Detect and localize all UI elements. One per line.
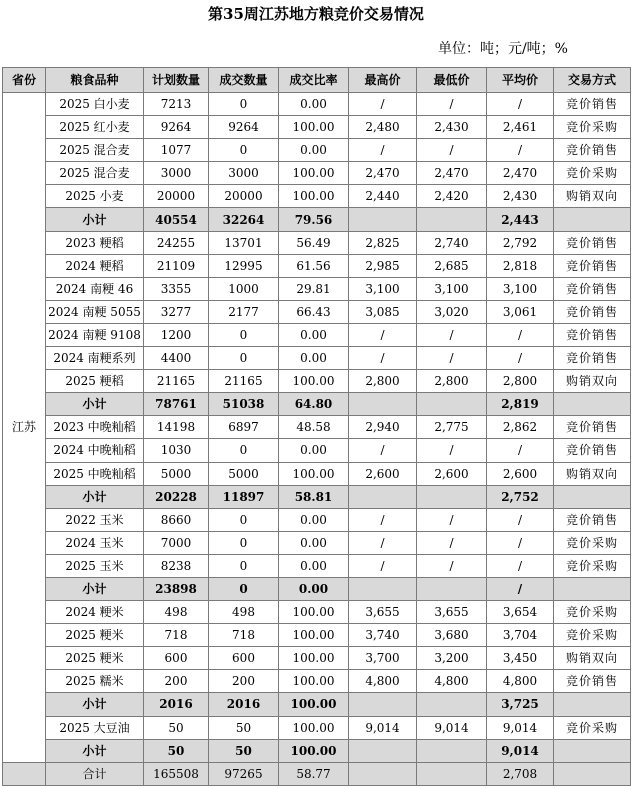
table-row bbox=[3, 93, 631, 116]
cell-trade-mode: 购销双向 bbox=[554, 462, 631, 485]
cell-grain-variety: 2024 南粳 46 bbox=[46, 277, 144, 300]
cell-trade-mode: 竞价销售 bbox=[554, 254, 631, 277]
cell-traded-qty: 2177 bbox=[209, 300, 279, 323]
cell-max-price: / bbox=[349, 347, 417, 370]
cell-trade-mode: 竞价销售 bbox=[554, 416, 631, 439]
cell-avg-price: 9,014 bbox=[487, 716, 554, 739]
cell-planned-qty: 8238 bbox=[144, 554, 209, 577]
cell-trade-mode: 竞价采购 bbox=[554, 554, 631, 577]
cell-trade-mode: 竞价销售 bbox=[554, 93, 631, 116]
cell-avg-price: 2,600 bbox=[487, 462, 554, 485]
cell-trade-ratio: 100.00 bbox=[279, 647, 349, 670]
cell-grain-variety: 小计 bbox=[46, 208, 144, 231]
grand-total-row bbox=[3, 762, 631, 785]
cell-max-price: 2,470 bbox=[349, 162, 417, 185]
cell-max-price: 4,800 bbox=[349, 670, 417, 693]
cell-planned-qty: 4400 bbox=[144, 347, 209, 370]
cell-traded-qty: 5000 bbox=[209, 462, 279, 485]
cell-traded-qty: 97265 bbox=[209, 762, 279, 785]
col-header-traded-qty: 成交数量 bbox=[209, 68, 279, 93]
cell-max-price: 2,940 bbox=[349, 416, 417, 439]
subtotal-row bbox=[3, 485, 631, 508]
cell-trade-mode: 竞价销售 bbox=[554, 323, 631, 346]
cell-trade-mode bbox=[554, 208, 631, 231]
cell-planned-qty: 165508 bbox=[144, 762, 209, 785]
cell-trade-ratio: 100.00 bbox=[279, 693, 349, 716]
cell-min-price: 3,100 bbox=[417, 277, 487, 300]
cell-traded-qty: 0 bbox=[209, 323, 279, 346]
cell-min-price: / bbox=[417, 508, 487, 531]
cell-grain-variety: 2025 糯米 bbox=[46, 670, 144, 693]
cell-avg-price: / bbox=[487, 347, 554, 370]
cell-trade-ratio: 0.00 bbox=[279, 93, 349, 116]
cell-trade-mode: 竞价销售 bbox=[554, 139, 631, 162]
cell-planned-qty: 20228 bbox=[144, 485, 209, 508]
cell-avg-price: 3,654 bbox=[487, 601, 554, 624]
cell-trade-ratio: 100.00 bbox=[279, 162, 349, 185]
cell-planned-qty: 50 bbox=[144, 739, 209, 762]
cell-min-price: 2,685 bbox=[417, 254, 487, 277]
cell-max-price: 3,100 bbox=[349, 277, 417, 300]
table-row bbox=[3, 647, 631, 670]
cell-trade-mode: 购销双向 bbox=[554, 185, 631, 208]
cell-traded-qty: 0 bbox=[209, 93, 279, 116]
cell-trade-mode bbox=[554, 393, 631, 416]
cell-min-price: 2,775 bbox=[417, 416, 487, 439]
cell-avg-price: / bbox=[487, 554, 554, 577]
col-header-avg-price: 平均价 bbox=[487, 68, 554, 93]
table-row bbox=[3, 231, 631, 254]
cell-avg-price: 2,708 bbox=[487, 762, 554, 785]
cell-traded-qty: 9264 bbox=[209, 116, 279, 139]
cell-min-price bbox=[417, 762, 487, 785]
cell-trade-ratio: 100.00 bbox=[279, 185, 349, 208]
cell-avg-price: 9,014 bbox=[487, 739, 554, 762]
cell-avg-price: 3,725 bbox=[487, 693, 554, 716]
province-cell: 江苏 bbox=[3, 93, 46, 763]
cell-traded-qty: 32264 bbox=[209, 208, 279, 231]
cell-planned-qty: 8660 bbox=[144, 508, 209, 531]
cell-avg-price: 2,800 bbox=[487, 370, 554, 393]
cell-grain-variety: 2025 混合麦 bbox=[46, 139, 144, 162]
cell-trade-mode bbox=[554, 693, 631, 716]
table-row bbox=[3, 370, 631, 393]
cell-min-price: 2,740 bbox=[417, 231, 487, 254]
cell-traded-qty: 3000 bbox=[209, 162, 279, 185]
cell-planned-qty: 7213 bbox=[144, 93, 209, 116]
cell-trade-ratio: 100.00 bbox=[279, 370, 349, 393]
cell-trade-mode: 竞价采购 bbox=[554, 601, 631, 624]
cell-min-price: 3,200 bbox=[417, 647, 487, 670]
cell-grain-variety: 2025 红小麦 bbox=[46, 116, 144, 139]
cell-avg-price: 2,461 bbox=[487, 116, 554, 139]
cell-min-price: / bbox=[417, 93, 487, 116]
cell-trade-ratio: 0.00 bbox=[279, 508, 349, 531]
cell-max-price bbox=[349, 762, 417, 785]
cell-max-price bbox=[349, 208, 417, 231]
cell-traded-qty: 51038 bbox=[209, 393, 279, 416]
cell-planned-qty: 23898 bbox=[144, 577, 209, 600]
cell-min-price: / bbox=[417, 531, 487, 554]
cell-trade-mode: 竞价销售 bbox=[554, 300, 631, 323]
cell-grain-variety: 小计 bbox=[46, 485, 144, 508]
subtotal-row bbox=[3, 693, 631, 716]
cell-grain-variety: 2025 玉米 bbox=[46, 554, 144, 577]
cell-avg-price: / bbox=[487, 93, 554, 116]
cell-max-price: / bbox=[349, 439, 417, 462]
table-row bbox=[3, 531, 631, 554]
cell-planned-qty: 1030 bbox=[144, 439, 209, 462]
cell-planned-qty: 200 bbox=[144, 670, 209, 693]
cell-planned-qty: 14198 bbox=[144, 416, 209, 439]
cell-min-price: 2,430 bbox=[417, 116, 487, 139]
cell-trade-mode: 竞价采购 bbox=[554, 116, 631, 139]
cell-avg-price: 2,443 bbox=[487, 208, 554, 231]
cell-min-price: 2,600 bbox=[417, 462, 487, 485]
table-row bbox=[3, 347, 631, 370]
cell-grain-variety: 2025 粳米 bbox=[46, 647, 144, 670]
subtotal-row bbox=[3, 208, 631, 231]
cell-grain-variety: 2025 白小麦 bbox=[46, 93, 144, 116]
cell-planned-qty: 78761 bbox=[144, 393, 209, 416]
cell-trade-mode: 竞价采购 bbox=[554, 716, 631, 739]
cell-traded-qty: 0 bbox=[209, 554, 279, 577]
table-row bbox=[3, 185, 631, 208]
table-row bbox=[3, 254, 631, 277]
cell-max-price: 2,480 bbox=[349, 116, 417, 139]
cell-trade-ratio: 100.00 bbox=[279, 716, 349, 739]
cell-trade-ratio: 61.56 bbox=[279, 254, 349, 277]
cell-avg-price: 2,818 bbox=[487, 254, 554, 277]
cell-planned-qty: 3277 bbox=[144, 300, 209, 323]
cell-min-price: 3,655 bbox=[417, 601, 487, 624]
cell-avg-price: 2,430 bbox=[487, 185, 554, 208]
col-header-min-price: 最低价 bbox=[417, 68, 487, 93]
cell-traded-qty: 0 bbox=[209, 577, 279, 600]
table-row bbox=[3, 139, 631, 162]
cell-traded-qty: 200 bbox=[209, 670, 279, 693]
cell-max-price: 2,825 bbox=[349, 231, 417, 254]
cell-avg-price: 3,061 bbox=[487, 300, 554, 323]
cell-trade-ratio: 79.56 bbox=[279, 208, 349, 231]
cell-min-price: 4,800 bbox=[417, 670, 487, 693]
cell-grain-variety: 2024 南粳 5055 bbox=[46, 300, 144, 323]
cell-traded-qty: 12995 bbox=[209, 254, 279, 277]
cell-trade-ratio: 64.80 bbox=[279, 393, 349, 416]
cell-trade-ratio: 66.43 bbox=[279, 300, 349, 323]
cell-traded-qty: 20000 bbox=[209, 185, 279, 208]
table-row bbox=[3, 300, 631, 323]
cell-grain-variety: 2025 中晚籼稻 bbox=[46, 462, 144, 485]
col-header-max-price: 最高价 bbox=[349, 68, 417, 93]
cell-trade-ratio: 0.00 bbox=[279, 323, 349, 346]
cell-grain-variety: 2024 粳稻 bbox=[46, 254, 144, 277]
cell-min-price: 2,470 bbox=[417, 162, 487, 185]
cell-traded-qty: 0 bbox=[209, 508, 279, 531]
cell-grain-variety: 2025 小麦 bbox=[46, 185, 144, 208]
cell-grain-variety: 2024 粳米 bbox=[46, 601, 144, 624]
cell-min-price: 9,014 bbox=[417, 716, 487, 739]
cell-trade-mode: 竞价采购 bbox=[554, 531, 631, 554]
cell-trade-mode: 竞价销售 bbox=[554, 508, 631, 531]
cell-max-price: 2,985 bbox=[349, 254, 417, 277]
cell-trade-ratio: 0.00 bbox=[279, 347, 349, 370]
table-header-row bbox=[3, 68, 631, 93]
cell-planned-qty: 718 bbox=[144, 624, 209, 647]
cell-grain-variety: 2023 中晚籼稻 bbox=[46, 416, 144, 439]
cell-max-price: 9,014 bbox=[349, 716, 417, 739]
table-row bbox=[3, 116, 631, 139]
cell-traded-qty: 21165 bbox=[209, 370, 279, 393]
table-row bbox=[3, 323, 631, 346]
cell-min-price: 3,680 bbox=[417, 624, 487, 647]
cell-grain-variety: 合计 bbox=[46, 762, 144, 785]
cell-avg-price: 2,792 bbox=[487, 231, 554, 254]
cell-min-price: / bbox=[417, 347, 487, 370]
cell-trade-mode: 竞价销售 bbox=[554, 231, 631, 254]
cell-planned-qty: 21165 bbox=[144, 370, 209, 393]
cell-planned-qty: 3000 bbox=[144, 162, 209, 185]
cell-min-price bbox=[417, 577, 487, 600]
cell-grain-variety: 小计 bbox=[46, 739, 144, 762]
cell-min-price: / bbox=[417, 439, 487, 462]
cell-trade-mode: 竞价销售 bbox=[554, 277, 631, 300]
cell-traded-qty: 0 bbox=[209, 531, 279, 554]
cell-trade-ratio: 0.00 bbox=[279, 577, 349, 600]
cell-trade-mode: 竞价销售 bbox=[554, 670, 631, 693]
table-row bbox=[3, 508, 631, 531]
grain-auction-table bbox=[2, 67, 631, 786]
cell-min-price: 3,020 bbox=[417, 300, 487, 323]
subtotal-row bbox=[3, 739, 631, 762]
cell-trade-ratio: 29.81 bbox=[279, 277, 349, 300]
cell-trade-ratio: 58.77 bbox=[279, 762, 349, 785]
cell-grain-variety: 2024 中晚籼稻 bbox=[46, 439, 144, 462]
cell-avg-price: 3,704 bbox=[487, 624, 554, 647]
cell-traded-qty: 2016 bbox=[209, 693, 279, 716]
cell-avg-price: 2,862 bbox=[487, 416, 554, 439]
cell-avg-price: 4,800 bbox=[487, 670, 554, 693]
subtotal-row bbox=[3, 577, 631, 600]
cell-max-price: / bbox=[349, 139, 417, 162]
cell-trade-mode: 竞价销售 bbox=[554, 347, 631, 370]
cell-avg-price: / bbox=[487, 531, 554, 554]
cell-max-price: / bbox=[349, 508, 417, 531]
cell-trade-ratio: 56.49 bbox=[279, 231, 349, 254]
cell-planned-qty: 9264 bbox=[144, 116, 209, 139]
cell-grain-variety: 2024 南粳 9108 bbox=[46, 323, 144, 346]
province-cell-empty bbox=[3, 762, 46, 785]
table-row bbox=[3, 162, 631, 185]
cell-min-price: / bbox=[417, 323, 487, 346]
subtotal-row bbox=[3, 393, 631, 416]
cell-avg-price: / bbox=[487, 577, 554, 600]
cell-trade-mode bbox=[554, 577, 631, 600]
cell-grain-variety: 2024 南粳系列 bbox=[46, 347, 144, 370]
cell-trade-ratio: 0.00 bbox=[279, 554, 349, 577]
cell-grain-variety: 2025 大豆油 bbox=[46, 716, 144, 739]
cell-min-price bbox=[417, 393, 487, 416]
cell-max-price bbox=[349, 485, 417, 508]
table-row bbox=[3, 462, 631, 485]
cell-grain-variety: 2025 粳稻 bbox=[46, 370, 144, 393]
table-row bbox=[3, 624, 631, 647]
col-header-province: 省份 bbox=[3, 68, 46, 93]
cell-max-price: 2,440 bbox=[349, 185, 417, 208]
cell-trade-mode: 购销双向 bbox=[554, 647, 631, 670]
cell-max-price: 3,700 bbox=[349, 647, 417, 670]
cell-trade-ratio: 100.00 bbox=[279, 601, 349, 624]
cell-grain-variety: 2022 玉米 bbox=[46, 508, 144, 531]
cell-trade-ratio: 58.81 bbox=[279, 485, 349, 508]
cell-grain-variety: 2023 粳稻 bbox=[46, 231, 144, 254]
cell-avg-price: / bbox=[487, 323, 554, 346]
cell-avg-price: 3,450 bbox=[487, 647, 554, 670]
cell-planned-qty: 600 bbox=[144, 647, 209, 670]
cell-avg-price: / bbox=[487, 508, 554, 531]
cell-trade-ratio: 100.00 bbox=[279, 462, 349, 485]
cell-traded-qty: 0 bbox=[209, 139, 279, 162]
cell-grain-variety: 小计 bbox=[46, 393, 144, 416]
cell-trade-ratio: 100.00 bbox=[279, 670, 349, 693]
cell-grain-variety: 2025 粳米 bbox=[46, 624, 144, 647]
cell-max-price: 3,655 bbox=[349, 601, 417, 624]
cell-max-price bbox=[349, 739, 417, 762]
cell-avg-price: 2,470 bbox=[487, 162, 554, 185]
cell-traded-qty: 13701 bbox=[209, 231, 279, 254]
cell-traded-qty: 718 bbox=[209, 624, 279, 647]
cell-max-price: / bbox=[349, 531, 417, 554]
cell-planned-qty: 20000 bbox=[144, 185, 209, 208]
cell-max-price: 3,740 bbox=[349, 624, 417, 647]
cell-min-price bbox=[417, 208, 487, 231]
cell-planned-qty: 40554 bbox=[144, 208, 209, 231]
col-header-trade-mode: 交易方式 bbox=[554, 68, 631, 93]
cell-trade-mode bbox=[554, 485, 631, 508]
report-title: 第35周江苏地方粮竞价交易情况 bbox=[208, 5, 424, 23]
col-header-trade-ratio: 成交比率 bbox=[279, 68, 349, 93]
cell-traded-qty: 50 bbox=[209, 716, 279, 739]
unit-label: 单位：吨；元/吨；% bbox=[437, 41, 568, 57]
cell-trade-mode bbox=[554, 762, 631, 785]
cell-trade-mode: 竞价采购 bbox=[554, 162, 631, 185]
cell-trade-ratio: 100.00 bbox=[279, 624, 349, 647]
cell-max-price bbox=[349, 393, 417, 416]
cell-trade-ratio: 100.00 bbox=[279, 116, 349, 139]
cell-max-price: 3,085 bbox=[349, 300, 417, 323]
cell-trade-ratio: 0.00 bbox=[279, 139, 349, 162]
cell-max-price bbox=[349, 577, 417, 600]
cell-min-price bbox=[417, 485, 487, 508]
cell-planned-qty: 24255 bbox=[144, 231, 209, 254]
cell-planned-qty: 5000 bbox=[144, 462, 209, 485]
cell-trade-ratio: 0.00 bbox=[279, 439, 349, 462]
cell-max-price bbox=[349, 693, 417, 716]
cell-traded-qty: 498 bbox=[209, 601, 279, 624]
table-row bbox=[3, 716, 631, 739]
cell-min-price: 2,420 bbox=[417, 185, 487, 208]
cell-min-price: 2,800 bbox=[417, 370, 487, 393]
table-row bbox=[3, 277, 631, 300]
table-row bbox=[3, 439, 631, 462]
cell-planned-qty: 498 bbox=[144, 601, 209, 624]
cell-traded-qty: 0 bbox=[209, 439, 279, 462]
cell-min-price bbox=[417, 739, 487, 762]
cell-min-price: / bbox=[417, 139, 487, 162]
cell-planned-qty: 1077 bbox=[144, 139, 209, 162]
cell-grain-variety: 2024 玉米 bbox=[46, 531, 144, 554]
col-header-grain-variety: 粮食品种 bbox=[46, 68, 144, 93]
cell-min-price bbox=[417, 693, 487, 716]
cell-avg-price: / bbox=[487, 439, 554, 462]
cell-planned-qty: 3355 bbox=[144, 277, 209, 300]
cell-trade-mode bbox=[554, 739, 631, 762]
cell-avg-price: 3,100 bbox=[487, 277, 554, 300]
cell-max-price: / bbox=[349, 554, 417, 577]
table-row bbox=[3, 416, 631, 439]
cell-planned-qty: 2016 bbox=[144, 693, 209, 716]
table-row bbox=[3, 554, 631, 577]
cell-traded-qty: 6897 bbox=[209, 416, 279, 439]
cell-traded-qty: 11897 bbox=[209, 485, 279, 508]
cell-grain-variety: 2025 混合麦 bbox=[46, 162, 144, 185]
cell-avg-price: / bbox=[487, 139, 554, 162]
cell-trade-ratio: 100.00 bbox=[279, 739, 349, 762]
cell-planned-qty: 7000 bbox=[144, 531, 209, 554]
cell-traded-qty: 600 bbox=[209, 647, 279, 670]
cell-max-price: / bbox=[349, 323, 417, 346]
cell-planned-qty: 50 bbox=[144, 716, 209, 739]
cell-trade-ratio: 48.58 bbox=[279, 416, 349, 439]
cell-trade-mode: 竞价采购 bbox=[554, 624, 631, 647]
col-header-planned-qty: 计划数量 bbox=[144, 68, 209, 93]
cell-min-price: / bbox=[417, 554, 487, 577]
cell-max-price: 2,800 bbox=[349, 370, 417, 393]
cell-grain-variety: 小计 bbox=[46, 693, 144, 716]
cell-planned-qty: 21109 bbox=[144, 254, 209, 277]
cell-trade-mode: 竞价销售 bbox=[554, 439, 631, 462]
cell-max-price: / bbox=[349, 93, 417, 116]
cell-traded-qty: 50 bbox=[209, 739, 279, 762]
cell-traded-qty: 1000 bbox=[209, 277, 279, 300]
cell-avg-price: 2,819 bbox=[487, 393, 554, 416]
cell-avg-price: 2,752 bbox=[487, 485, 554, 508]
cell-grain-variety: 小计 bbox=[46, 577, 144, 600]
table-row bbox=[3, 670, 631, 693]
table-row bbox=[3, 601, 631, 624]
cell-trade-ratio: 0.00 bbox=[279, 531, 349, 554]
cell-max-price: 2,600 bbox=[349, 462, 417, 485]
cell-planned-qty: 1200 bbox=[144, 323, 209, 346]
cell-trade-mode: 购销双向 bbox=[554, 370, 631, 393]
cell-traded-qty: 0 bbox=[209, 347, 279, 370]
